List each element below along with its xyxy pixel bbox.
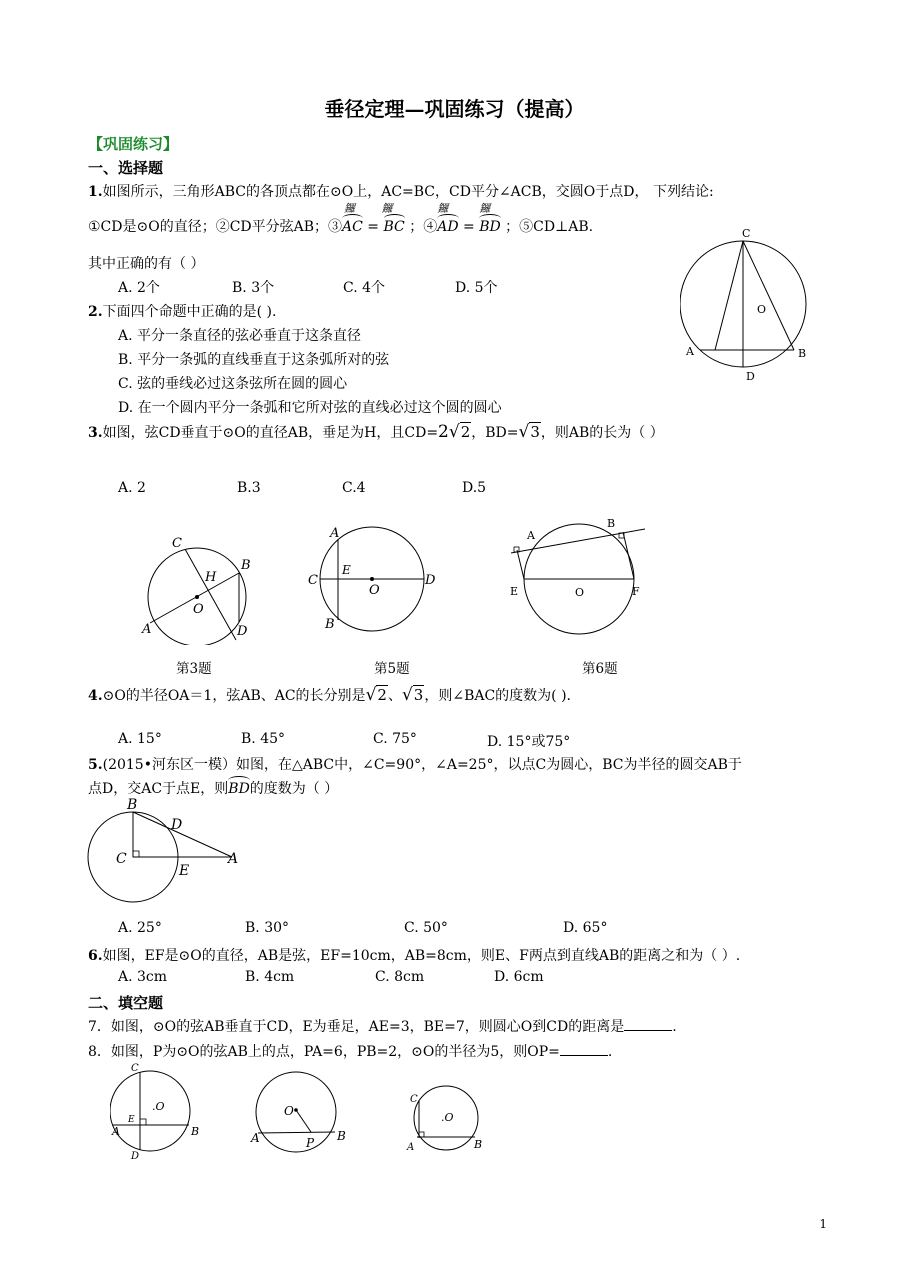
q2-opt-b: B. 平分一条弧的直线垂直于这条弧所对的弦	[118, 352, 390, 368]
fig1-label-b: B	[798, 347, 807, 360]
q8-text: 8．如图，P为⊙O的弦AB上的点，PA=6，PB=2，⊙O的半径为5，则OP= .	[88, 1044, 613, 1060]
q5fig-label-e: E	[179, 863, 190, 879]
q3-opt-a: A. 2	[118, 480, 146, 496]
q4-text: 4.⊙O的半径OA＝1，弦AB、AC的长分别是√2、√3，则∠BAC的度数为( ).	[88, 685, 572, 705]
section-tag: 【巩固练习】	[88, 135, 179, 153]
arc-bd-q5: BD	[228, 781, 250, 797]
fig9-label-c: C	[410, 1094, 418, 1105]
fig7-label-c: C	[131, 1063, 139, 1074]
arc-bc: 鑼 BC	[381, 202, 405, 235]
q1-opt-a: A. 2个	[118, 280, 160, 296]
fig6-label-f: F	[632, 585, 640, 598]
q8-blank[interactable]	[560, 1043, 608, 1056]
q4-opt-b: B. 45°	[241, 731, 286, 747]
q5-line2: 点D，交AC于点E，则BD的度数为（ ）	[88, 781, 339, 797]
q5fig-label-c: C	[116, 851, 127, 867]
q5fig-label-d: D	[171, 817, 183, 833]
q1-s1: ①CD是⊙O的直径；②CD平分弦AB；③	[88, 219, 343, 235]
fig8-label-p: P	[306, 1136, 315, 1150]
fig8-label-a: A	[251, 1131, 260, 1145]
figure-q8	[248, 1070, 353, 1160]
q4-opt-c: C. 75°	[373, 731, 417, 747]
figure-q1	[680, 225, 820, 385]
q6-opt-b: B. 4cm	[245, 969, 295, 985]
q5-line1: 5.(2015•河东区一模）如图，在△ABC中，∠C=90°，∠A=25°，以点C为圆心，BC为半径的圆交AB于	[88, 757, 742, 773]
q5-opt-b: B. 30°	[245, 920, 290, 936]
fig3-label-a: A	[142, 622, 152, 637]
fig7-label-o: .O	[152, 1100, 165, 1113]
q3-opt-c: C.4	[342, 480, 366, 496]
fig5-label-b: B	[325, 617, 335, 632]
q2-opt-a: A. 平分一条直径的弦必垂直于这条直径	[118, 328, 362, 344]
q2-opt-d: D. 在一个圆内平分一条弧和它所对弦的直线必过这个圆的圆心	[118, 400, 502, 416]
figure-q5	[85, 797, 250, 907]
fig3-label-d: D	[237, 624, 248, 639]
q3-bd-value: √3	[518, 422, 540, 442]
fig3-label-b: B	[241, 558, 251, 573]
arc-ad: 鑼 AD	[437, 202, 459, 235]
part1-heading: 一、选择题	[88, 159, 164, 177]
fig9-label-b: B	[474, 1138, 483, 1151]
q3-opt-b: B.3	[237, 480, 261, 496]
fig8-label-o: O	[284, 1104, 294, 1118]
fig5-label-c: C	[308, 573, 318, 588]
garble-1: 鑼	[344, 202, 356, 215]
q1-number: 1.	[88, 184, 103, 200]
q7-text: 7．如图，⊙O的弦AB垂直于CD，E为垂足，AE=3，BE=7，则圆心O到CD的距离是 .	[88, 1019, 677, 1035]
fig7-label-a: A	[112, 1125, 120, 1138]
q3-opt-d: D.5	[462, 480, 487, 496]
fig5-label-a: A	[330, 526, 340, 541]
caption-fig5: 第5题	[374, 661, 410, 677]
figure-q5-circle	[303, 525, 443, 635]
garble-3: 鑼	[437, 202, 449, 215]
fig1-label-a: A	[686, 345, 694, 358]
q1-opt-b: B. 3个	[232, 280, 275, 296]
arc-ac: 鑼 AC	[342, 202, 363, 235]
q2-opt-c: C. 弦的垂线必过这条弦所在圆的圆心	[118, 376, 348, 392]
garble-4: 鑼	[479, 202, 491, 215]
q6-text: 6.如图，EF是⊙O的直径，AB是弦，EF=10cm，AB=8cm，则E、F两点到直线AB的距离之和为（ ）.	[88, 948, 741, 964]
q1-text	[88, 181, 714, 201]
q6-opt-a: A. 3cm	[118, 969, 168, 985]
q5-opt-d: D. 65°	[563, 920, 608, 936]
fig7-label-b: B	[191, 1125, 200, 1138]
q6-opt-c: C. 8cm	[375, 969, 425, 985]
figure-q7	[110, 1058, 210, 1163]
fig1-label-d: D	[746, 370, 755, 383]
fig5-label-e: E	[342, 563, 351, 577]
q2-text: 2.下面四个命题中正确的是( ).	[88, 304, 277, 320]
q1-opt-d: D. 5个	[455, 280, 498, 296]
fig6-label-b: B	[607, 517, 616, 530]
fig9-label-a: A	[407, 1142, 415, 1153]
q3-text: 3.如图，弦CD垂直于⊙O的直径AB，垂足为H，且CD=2√2，BD=√3，则AB的长为（ ）	[88, 422, 664, 442]
q7-blank[interactable]	[624, 1018, 672, 1031]
caption-fig6: 第6题	[582, 661, 618, 677]
caption-fig3: 第3题	[176, 661, 212, 677]
garble-2: 鑼	[381, 202, 393, 215]
q5fig-label-b: B	[127, 797, 138, 813]
q3-cd-value: 2√2	[438, 422, 471, 442]
fig6-label-e: E	[510, 585, 519, 598]
fig6-label-a: A	[527, 529, 535, 542]
q1-stem: 如图所示，三角形ABC的各顶点都在⊙O上，AC=BC，CD平分∠ACB，交圆O于点D， 下列结论:	[102, 184, 714, 200]
page-title: 垂径定理—巩固练习（提高）	[324, 97, 585, 121]
fig5-label-o: O	[369, 583, 380, 598]
q1-opt-c: C. 4个	[343, 280, 386, 296]
part2-heading: 二、填空题	[88, 994, 164, 1012]
q5-opt-c: C. 50°	[404, 920, 448, 936]
q5fig-label-a: A	[228, 851, 239, 867]
figure-q8b	[403, 1082, 493, 1157]
arc-bd: 鑼 BD	[479, 202, 501, 235]
figure-q6	[505, 515, 650, 640]
fig6-label-o: O	[575, 586, 585, 599]
fig7-label-e: E	[128, 1115, 135, 1125]
fig8-label-b: B	[337, 1129, 346, 1143]
q4-opt-a: A. 15°	[118, 731, 162, 747]
fig1-label-c: C	[742, 227, 751, 240]
q5-opt-a: A. 25°	[118, 920, 162, 936]
figure-q3	[138, 535, 258, 645]
q6-opt-d: D. 6cm	[494, 969, 544, 985]
fig7-label-d: D	[131, 1151, 140, 1162]
fig5-label-d: D	[425, 573, 436, 588]
q1-statements: ①CD是⊙O的直径；②CD平分弦AB；③ 鑼 AC = 鑼 BC ；④ 鑼 AD = 鑼 BD ；⑤CD⊥AB.	[88, 202, 594, 235]
fig3-label-c: C	[172, 536, 182, 551]
fig3-label-h: H	[205, 570, 217, 585]
fig9-label-o: .O	[441, 1111, 454, 1124]
fig1-label-o: O	[757, 303, 767, 316]
q1-ask: 其中正确的有（ ）	[88, 256, 205, 272]
page-number: 1	[819, 1217, 827, 1231]
fig3-label-o: O	[193, 602, 204, 617]
q4-opt-d: D. 15°或75°	[487, 734, 571, 750]
